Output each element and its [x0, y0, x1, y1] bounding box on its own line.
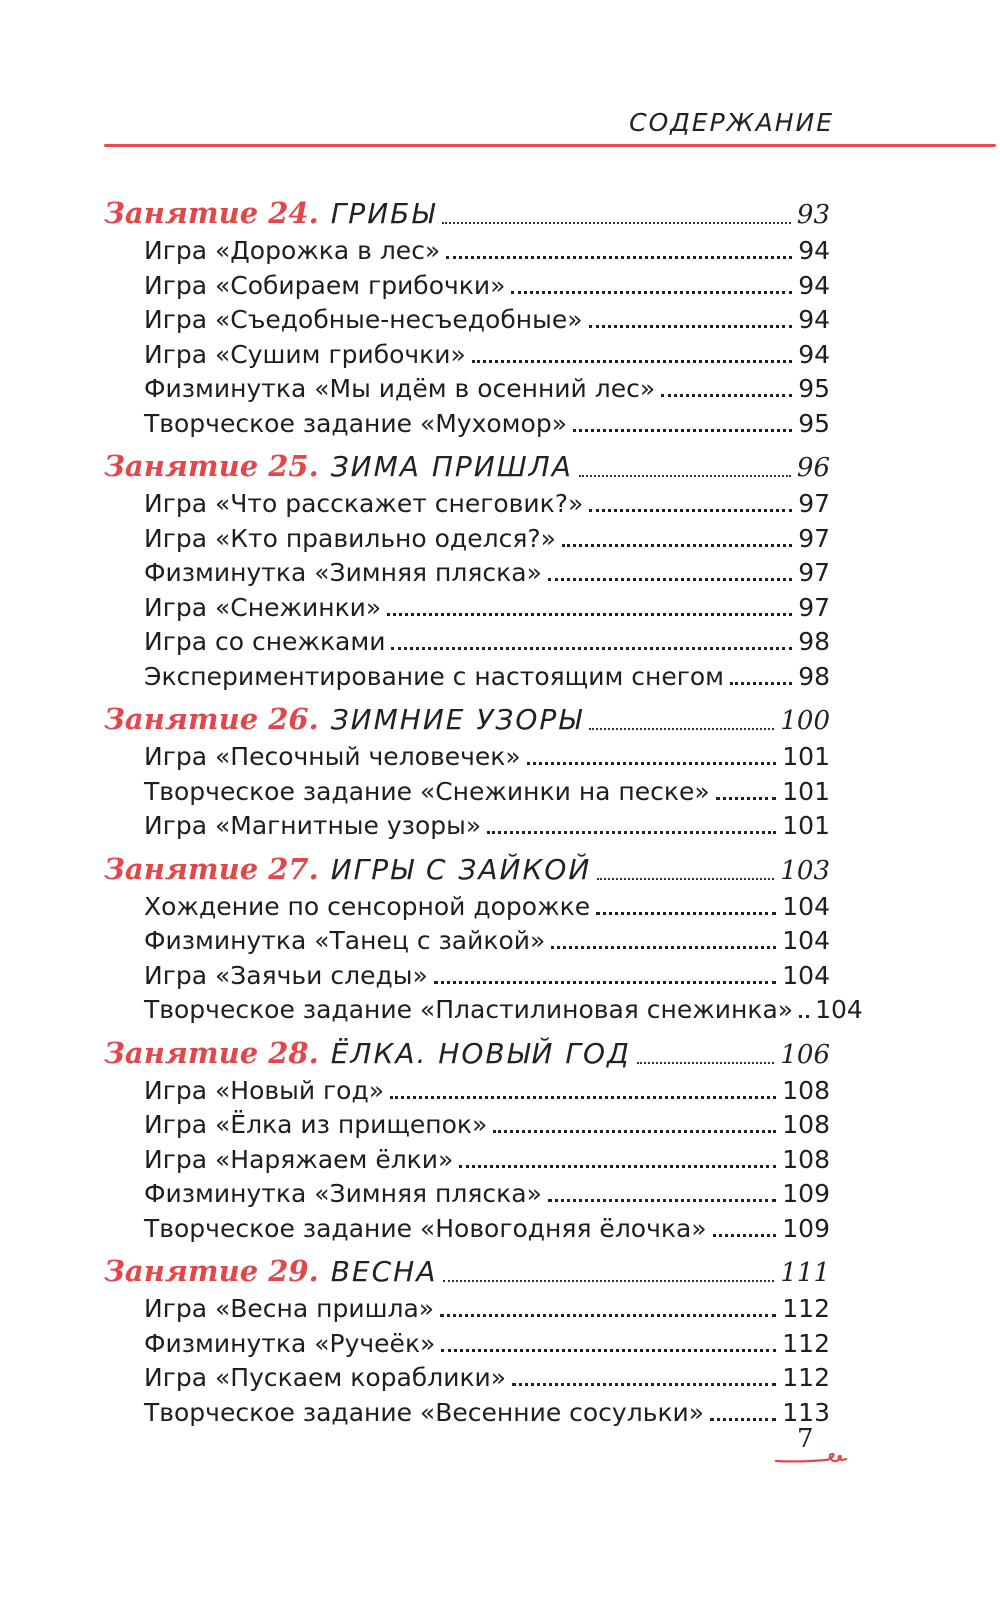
entry-title: Физминутка «Зимняя пляска» — [144, 1179, 542, 1208]
toc-entry[interactable] — [104, 1145, 830, 1180]
lesson-page: 100 — [780, 706, 830, 736]
entry-title: Игра «Магнитные узоры» — [144, 811, 482, 840]
toc-entry[interactable] — [104, 1329, 830, 1364]
lesson-page: 103 — [780, 855, 830, 886]
entry-title: Творческое задание «Снежинки на песке» — [144, 776, 710, 806]
dot-leader — [548, 1199, 776, 1202]
entry-title: Игра «Снежинки» — [144, 592, 382, 622]
lesson-block — [104, 696, 830, 846]
dot-leader — [589, 509, 792, 512]
entry-title: Игра «Съедобные-несъедобные» — [144, 305, 583, 334]
entry-page: 95 — [798, 374, 830, 403]
section-title: СОДЕРЖАНИЕ — [629, 108, 834, 137]
toc-entry[interactable] — [104, 340, 830, 375]
entry-title: Игра со снежками — [144, 627, 386, 656]
lesson-page: 111 — [780, 1258, 830, 1288]
dot-leader — [446, 256, 792, 259]
entry-title: Физминутка «Танец с зайкой» — [144, 926, 546, 955]
lesson-number: Занятие 27. — [104, 851, 319, 886]
entry-page: 109 — [782, 1213, 830, 1243]
entry-title: Игра «Песочный человечек» — [144, 742, 521, 771]
toc-entry[interactable] — [104, 409, 830, 444]
toc-entry[interactable] — [104, 1294, 830, 1329]
entry-page: 109 — [782, 1179, 830, 1208]
table-of-contents — [104, 190, 863, 1432]
dot-leader — [661, 394, 792, 397]
dot-leader — [511, 291, 792, 294]
entry-title: Физминутка «Мы идём в осенний лес» — [144, 374, 656, 403]
toc-entry[interactable] — [104, 926, 830, 961]
lesson-title: ЗИМА ПРИШЛА — [330, 450, 573, 483]
toc-entry[interactable] — [104, 811, 830, 846]
lesson-number: Занятие 26. — [104, 702, 319, 736]
lesson-number: Занятие 24. — [104, 196, 319, 230]
dot-leader — [589, 728, 774, 730]
dot-leader — [440, 1314, 776, 1317]
entry-page: 94 — [798, 339, 830, 369]
dot-leader — [716, 797, 777, 800]
lesson-heading[interactable] — [104, 1248, 830, 1294]
dot-leader — [573, 429, 792, 432]
dot-leader — [713, 1234, 777, 1237]
toc-entry[interactable] — [104, 524, 830, 559]
entry-title: Экспериментирование с настоящим снегом — [144, 661, 725, 691]
entry-page: 97 — [798, 592, 830, 622]
entry-title: Игра «Весна пришла» — [144, 1294, 435, 1323]
toc-entry[interactable] — [104, 742, 830, 777]
lesson-page: 106 — [780, 1039, 830, 1070]
entry-title: Физминутка «Зимняя пляска» — [144, 558, 542, 587]
page-swash-icon — [774, 1450, 850, 1468]
toc-entry[interactable] — [104, 1110, 830, 1145]
entry-page: 104 — [782, 891, 830, 921]
entry-title: Творческое задание «Весенние сосульки» — [144, 1397, 705, 1427]
dot-leader — [562, 544, 792, 547]
toc-entry[interactable] — [104, 1363, 830, 1398]
lesson-number: Занятие 28. — [104, 1035, 319, 1070]
dot-leader — [387, 613, 792, 616]
toc-entry[interactable] — [104, 995, 863, 1030]
lesson-heading[interactable] — [104, 846, 830, 892]
lesson-number: Занятие 25. — [104, 449, 319, 483]
dot-leader — [596, 912, 776, 915]
toc-entry[interactable] — [104, 374, 830, 409]
entry-title: Игра «Дорожка в лес» — [144, 236, 441, 265]
dot-leader — [597, 878, 774, 880]
entry-page: 97 — [798, 558, 830, 587]
entry-page: 104 — [782, 926, 830, 955]
dot-leader — [527, 762, 777, 765]
dot-leader — [434, 981, 777, 984]
entry-title: Игра «Новый год» — [144, 1075, 385, 1105]
dot-leader — [512, 1383, 776, 1386]
entry-page: 101 — [782, 742, 830, 771]
dot-leader — [799, 1015, 809, 1018]
toc-entry[interactable] — [104, 593, 830, 628]
toc-entry[interactable] — [104, 558, 830, 593]
dot-leader — [441, 1349, 776, 1352]
lesson-page: 96 — [796, 453, 830, 483]
entry-page: 108 — [782, 1110, 830, 1139]
entry-title: Игра «Собираем грибочки» — [144, 270, 506, 300]
lesson-title: ЗИМНИЕ УЗОРЫ — [330, 703, 584, 736]
dot-leader — [472, 360, 792, 363]
entry-title: Хождение по сенсорной дорожке — [144, 891, 591, 921]
toc-entry[interactable] — [104, 271, 830, 306]
dot-leader — [443, 1280, 774, 1282]
toc-entry[interactable] — [104, 892, 830, 927]
lesson-block — [104, 1030, 830, 1249]
dot-leader — [710, 1418, 776, 1421]
entry-page: 101 — [782, 811, 830, 840]
dot-leader — [493, 1130, 776, 1133]
lesson-block — [104, 190, 830, 443]
dot-leader — [390, 1096, 776, 1099]
entry-page: 98 — [798, 661, 830, 691]
entry-page: 94 — [798, 270, 830, 300]
toc-entry[interactable] — [104, 1214, 830, 1249]
dot-leader — [391, 647, 792, 650]
entry-title: Творческое задание «Мухомор» — [144, 408, 567, 438]
toc-entry[interactable] — [104, 662, 830, 697]
dot-leader — [442, 222, 791, 224]
lesson-block — [104, 846, 863, 1030]
entry-title: Игра «Пускаем кораблики» — [144, 1363, 507, 1392]
entry-page: 108 — [782, 1144, 830, 1174]
toc-entry[interactable] — [104, 627, 830, 662]
lesson-number: Занятие 29. — [104, 1254, 319, 1288]
lesson-title: ЁЛКА. НОВЫЙ ГОД — [330, 1036, 631, 1070]
toc-entry[interactable] — [104, 1076, 830, 1111]
entry-page: 112 — [782, 1363, 830, 1392]
entry-page: 104 — [815, 995, 863, 1024]
entry-title: Игра «Наряжаем ёлки» — [144, 1144, 454, 1174]
lesson-title: ИГРЫ С ЗАЙКОЙ — [330, 852, 592, 886]
lesson-block — [104, 1248, 830, 1432]
page-number: 7 — [797, 1424, 814, 1454]
lesson-heading[interactable] — [104, 190, 830, 236]
dot-leader — [637, 1062, 775, 1064]
entry-title: Физминутка «Ручеёк» — [144, 1328, 436, 1358]
toc-entry[interactable] — [104, 305, 830, 340]
entry-title: Творческое задание «Новогодняя ёлочка» — [144, 1213, 707, 1243]
dot-leader — [487, 831, 776, 834]
lesson-heading[interactable] — [104, 1030, 830, 1076]
entry-title: Игра «Что расскажет снеговик?» — [144, 489, 584, 518]
toc-entry[interactable] — [104, 489, 830, 524]
dot-leader — [459, 1165, 776, 1168]
entry-page: 104 — [782, 960, 830, 990]
entry-title: Игра «Заячьи следы» — [144, 960, 428, 990]
lesson-heading[interactable] — [104, 696, 830, 742]
dot-leader — [551, 946, 776, 949]
entry-page: 94 — [798, 305, 830, 334]
entry-page: 95 — [798, 408, 830, 438]
lesson-page: 93 — [796, 200, 830, 230]
entry-page: 98 — [798, 627, 830, 656]
dot-leader — [548, 578, 792, 581]
lesson-title: ВЕСНА — [330, 1255, 438, 1288]
toc-entry[interactable] — [104, 1398, 830, 1433]
toc-entry[interactable] — [104, 236, 830, 271]
entry-page: 112 — [782, 1294, 830, 1323]
entry-page: 112 — [782, 1328, 830, 1358]
dot-leader — [579, 475, 791, 477]
toc-entry[interactable] — [104, 777, 830, 812]
entry-title: Игра «Ёлка из прищепок» — [144, 1110, 488, 1139]
entry-page: 97 — [798, 523, 830, 553]
dot-leader — [730, 682, 792, 685]
entry-page: 101 — [782, 776, 830, 806]
entry-page: 97 — [798, 489, 830, 518]
entry-page: 113 — [782, 1397, 830, 1427]
lesson-heading[interactable] — [104, 443, 830, 489]
toc-entry[interactable] — [104, 1179, 830, 1214]
entry-title: Игра «Сушим грибочки» — [144, 339, 466, 369]
entry-title: Игра «Кто правильно оделся?» — [144, 523, 556, 553]
entry-page: 94 — [798, 236, 830, 265]
toc-entry[interactable] — [104, 961, 830, 996]
header-divider — [104, 144, 996, 147]
entry-title: Творческое задание «Пластилиновая снежинка» — [144, 995, 794, 1024]
lesson-block — [104, 443, 830, 696]
lesson-title: ГРИБЫ — [330, 197, 437, 230]
dot-leader — [589, 325, 793, 328]
entry-page: 108 — [782, 1075, 830, 1105]
